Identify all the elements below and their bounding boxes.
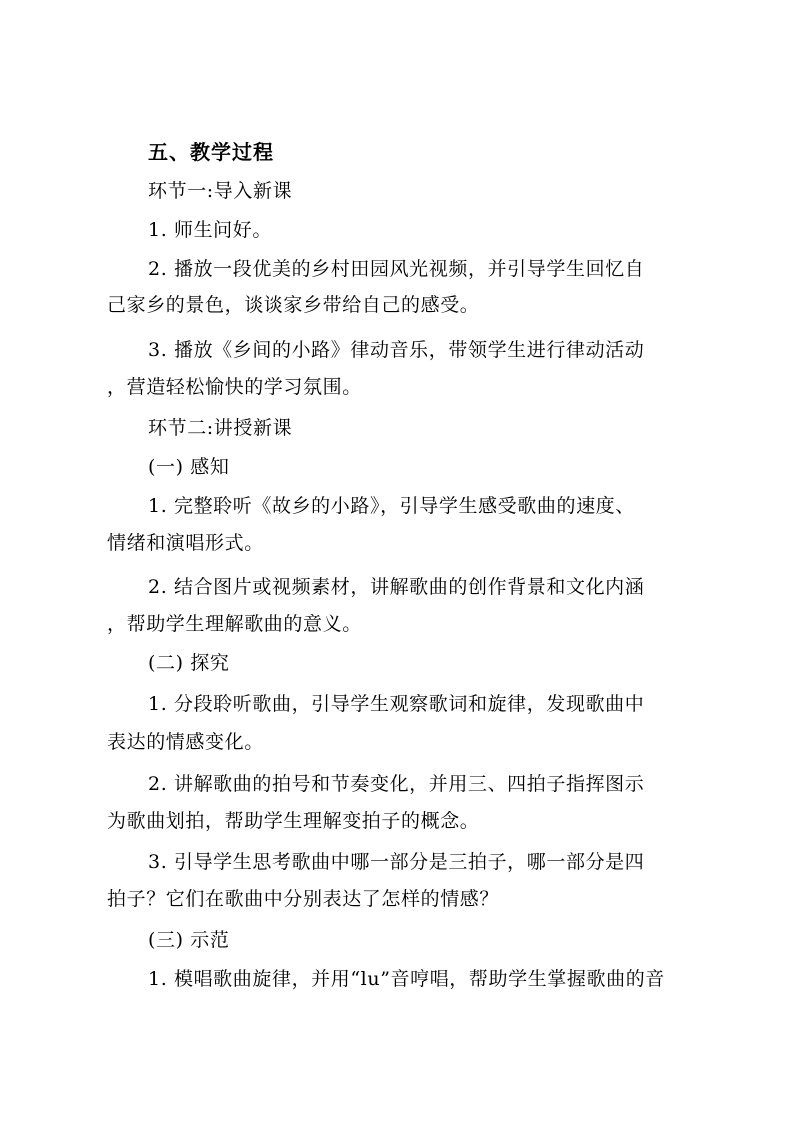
stage1-item: 3. 播放《乡间的小路》律动音乐，带领学生进行律动活动 [148, 339, 645, 361]
stage1-item: 1. 师生问好。 [148, 219, 272, 241]
stage1-item: 2. 播放一段优美的乡村田园风光视频，并引导学生回忆自 [148, 258, 645, 280]
stage1-item-continuation: 己家乡的景色，谈谈家乡带给自己的感受。 [107, 294, 480, 316]
part3-item: 1. 模唱歌曲旋律，并用“lu”音哼唱，帮助学生掌握歌曲的音 [148, 968, 665, 990]
part2-item-continuation: 表达的情感变化。 [107, 731, 264, 753]
part1-item-continuation: 情绪和演唱形式。 [107, 532, 264, 554]
part3-title: (三) 示范 [148, 929, 230, 951]
part2-title: (二) 探究 [148, 652, 230, 674]
part1-title: (一) 感知 [148, 456, 230, 478]
stage1-title: 环节一:导入新课 [148, 180, 293, 202]
part2-item-continuation: 拍子？它们在歌曲中分别表达了怎样的情感？ [107, 888, 500, 910]
part2-item-continuation: 为歌曲划拍，帮助学生理解变拍子的概念。 [107, 810, 480, 832]
part2-item: 1. 分段聆听歌曲，引导学生观察歌词和旋律，发现歌曲中 [148, 693, 645, 715]
section-heading: 五、教学过程 [148, 140, 274, 164]
part2-item: 3. 引导学生思考歌曲中哪一部分是三拍子，哪一部分是四 [148, 851, 645, 873]
stage1-item-continuation: ，营造轻松愉快的学习氛围。 [107, 376, 362, 398]
part1-item-continuation: ，帮助学生理解歌曲的意义。 [107, 613, 362, 635]
stage2-title: 环节二:讲授新课 [148, 417, 293, 439]
part1-item: 1. 完整聆听《故乡的小路》，引导学生感受歌曲的速度、 [148, 495, 635, 517]
part2-item: 2. 讲解歌曲的拍号和节奏变化，并用三、四拍子指挥图示 [148, 773, 645, 795]
part1-item: 2. 结合图片或视频素材，讲解歌曲的创作背景和文化内涵 [148, 576, 645, 598]
